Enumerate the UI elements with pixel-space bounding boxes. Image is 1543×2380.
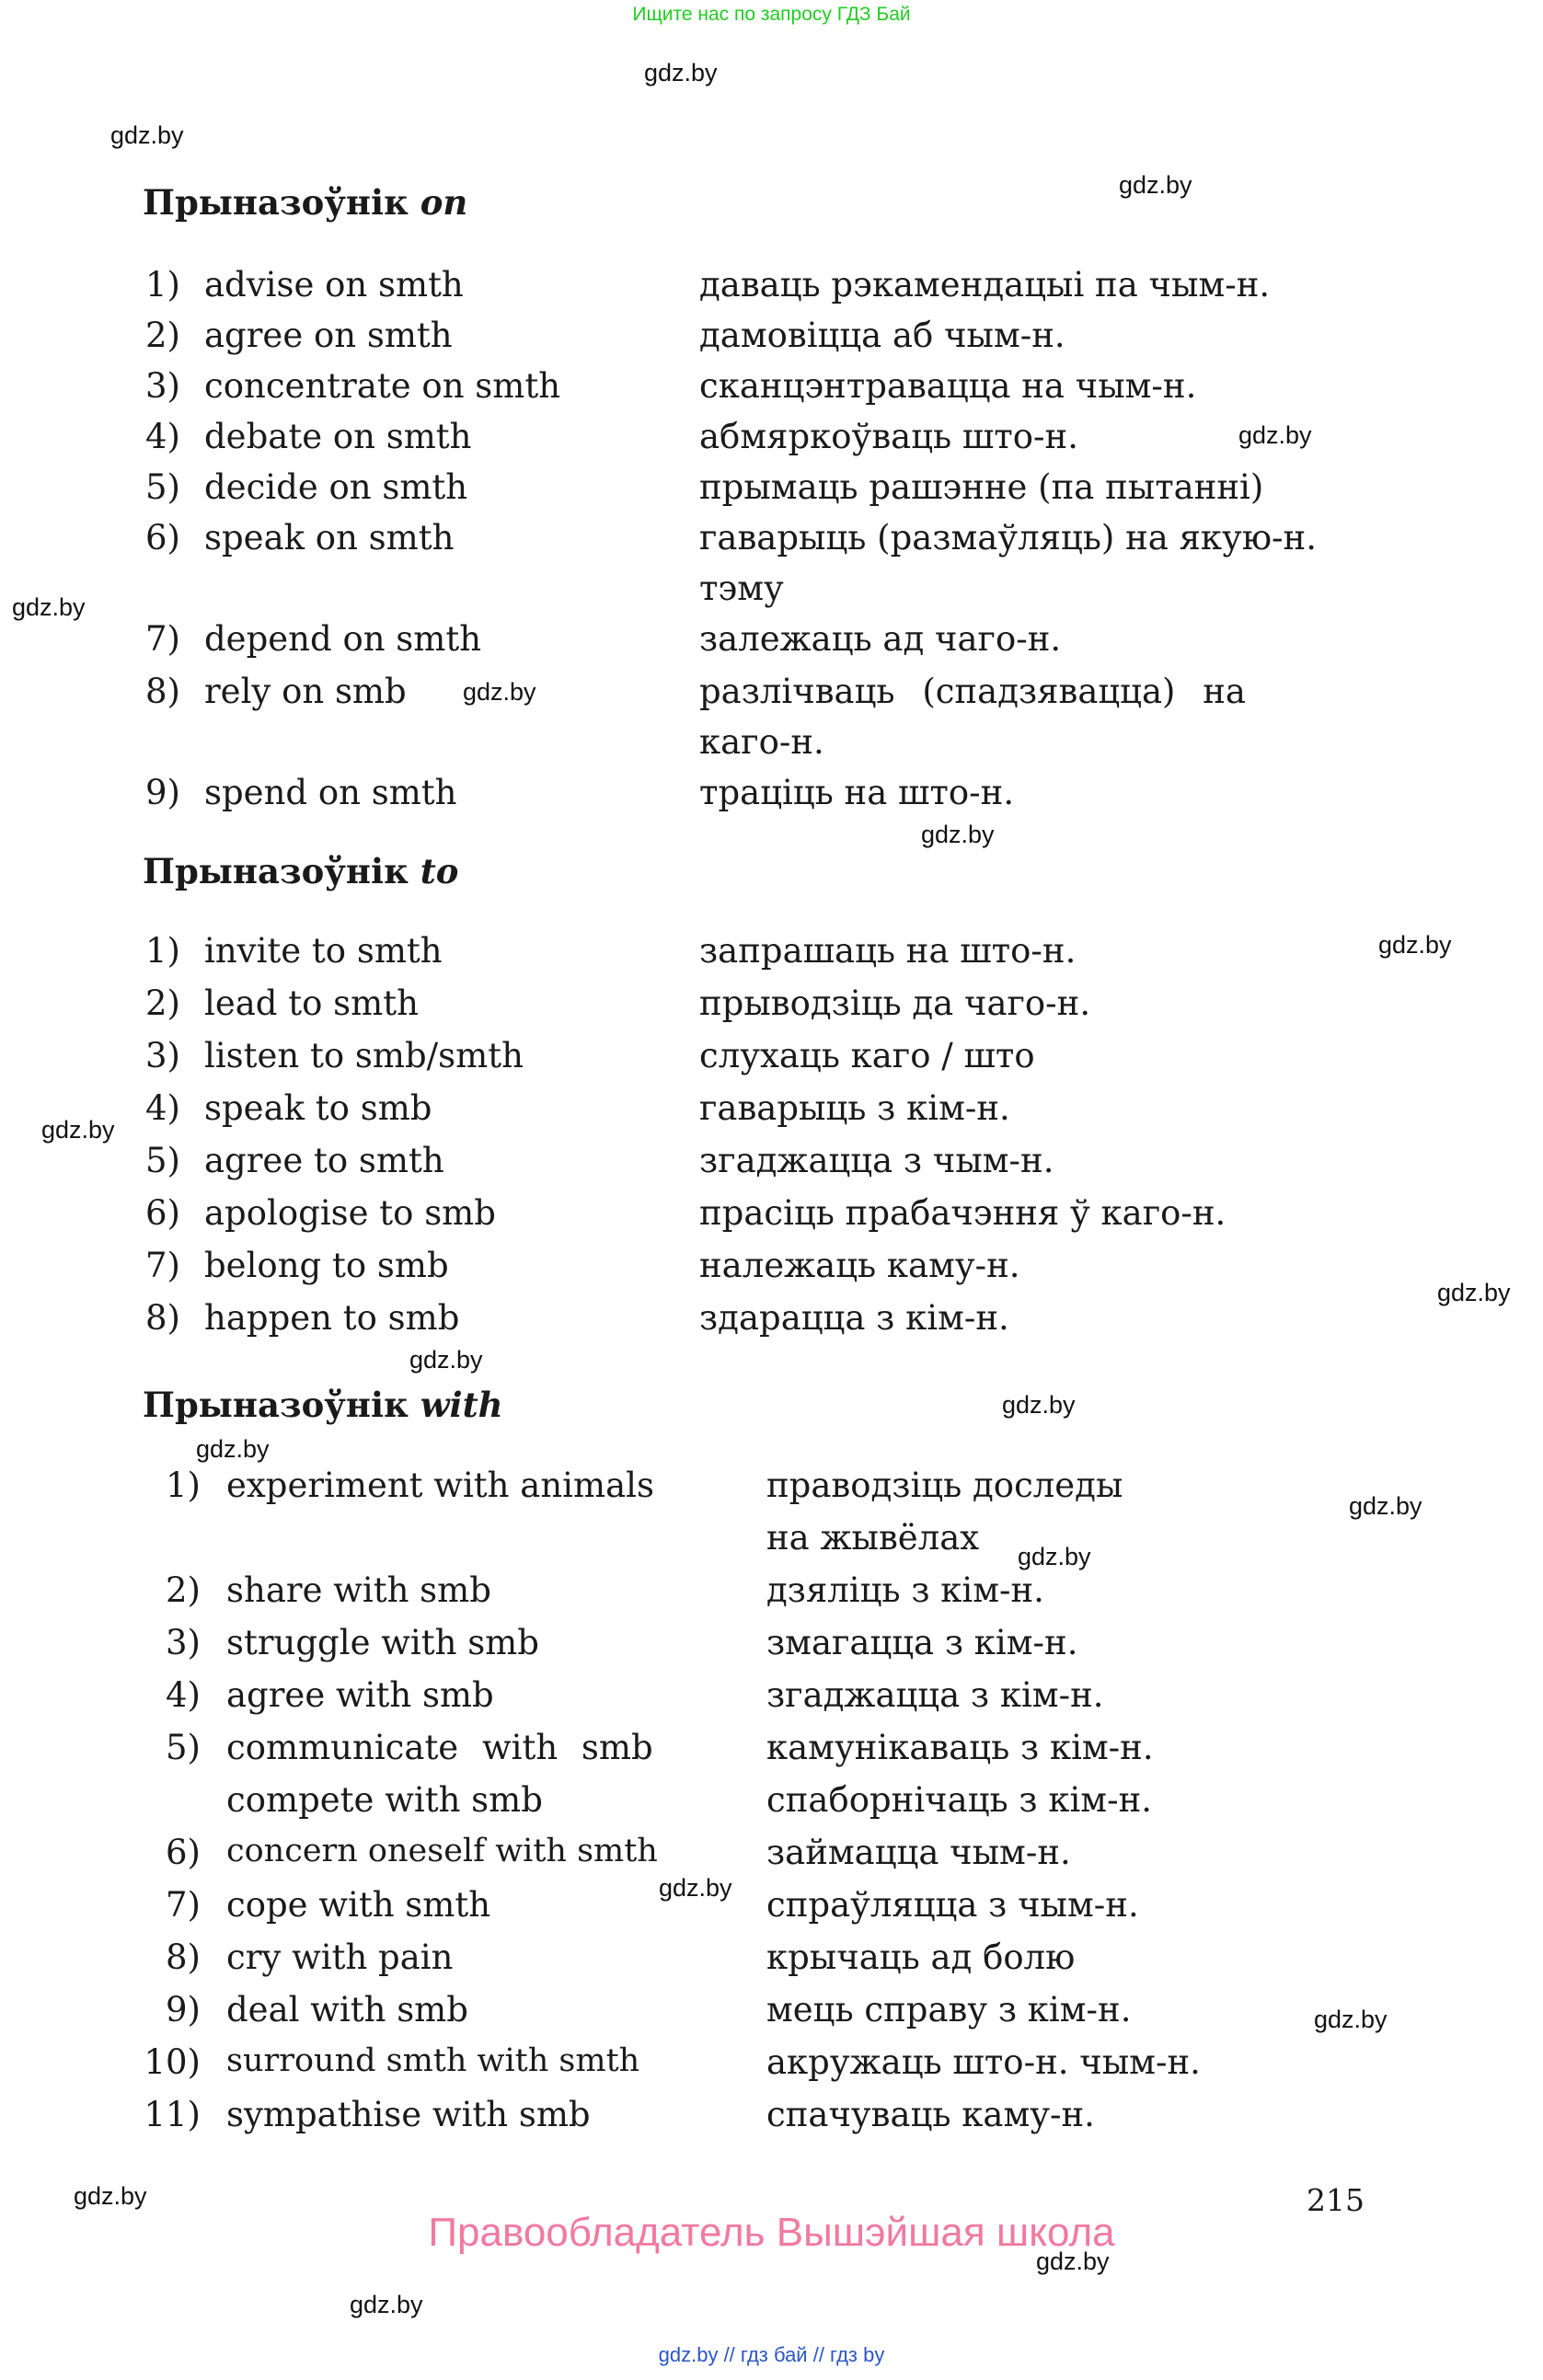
watermark: gdz.by [1349,1492,1422,1520]
watermark: gdz.by [1314,2006,1388,2033]
watermark: gdz.by [74,2182,147,2210]
translation: згаджацца з кім-н. [766,1675,1104,1715]
page-number: 215 [1307,2182,1365,2218]
translation: прымаць рашэнне (па пытанні) [699,467,1264,507]
watermark: gdz.by [659,1874,732,1902]
translation: запрашаць на што-н. [699,931,1077,971]
watermark: gdz.by [463,678,536,706]
english-phrase: speak to smb [204,1088,432,1128]
english-phrase: agree to smth [204,1141,444,1180]
english-phrase: communicate with smb [226,1728,653,1767]
english-phrase: surround smth with smth [226,2042,640,2079]
item-number: 4) [166,1675,201,1715]
section-heading-on [143,182,467,223]
translation: належаць каму-н. [699,1246,1020,1285]
item-number: 2) [166,1570,201,1610]
translation: даваць рэкамендацыі па чым-н. [699,265,1271,305]
footer-links[interactable]: gdz.by // гдз бай // гдз by [658,2343,885,2366]
translation: гаварыць з кім-н. [699,1088,1010,1128]
item-number: 2) [145,316,180,355]
section-title-preposition: with [420,1385,503,1425]
translation: разлічваць (спадзявацца) на [699,672,1246,711]
watermark: gdz.by [1437,1279,1511,1306]
english-phrase: listen to smb/smth [204,1036,524,1075]
english-phrase: spend on smth [204,773,457,812]
english-phrase: sympathise with smb [226,2095,591,2134]
translation: дзяліць з кім-н. [766,1570,1044,1610]
translation: гаварыць (размаўляць) на якую-н. [699,518,1317,558]
english-phrase: rely on smb [204,672,407,711]
item-number: 3) [166,1623,201,1662]
translation: сканцэнтравацца на чым-н. [699,366,1197,406]
translation: мець справу з кім-н. [766,1990,1132,2029]
translation-continuation: каго-н. [699,722,824,762]
item-number: 9) [145,773,180,812]
english-phrase: depend on smth [204,619,482,659]
section-title-prefix: Прыназоўнік [143,1385,409,1425]
item-number: 11) [144,2095,201,2134]
top-banner: Ищите нас по запросу ГДЗ Бай [632,4,911,25]
item-number: 5) [145,467,180,507]
watermark: gdz.by [110,121,184,149]
item-number: 7) [145,619,180,659]
watermark: gdz.by [350,2291,423,2318]
translation: абмяркоўваць што-н. [699,417,1078,456]
section-title-preposition: on [420,182,468,223]
copyright-notice: Правообладатель Вышэйшая школа [428,2210,1115,2255]
item-number: 1) [145,265,180,305]
item-number: 10) [144,2042,201,2082]
english-phrase: debate on smth [204,417,472,456]
watermark: gdz.by [41,1116,115,1144]
english-phrase: apologise to smb [204,1193,496,1233]
watermark: gdz.by [1036,2248,1110,2275]
item-number: 8) [166,1937,201,1977]
english-phrase: cry with pain [226,1937,454,1977]
item-number: 9) [166,1990,201,2029]
english-phrase: concentrate on smth [204,366,561,406]
item-number: 6) [145,518,180,558]
translation: займацца чым-н. [766,1833,1071,1872]
english-phrase: happen to smb [204,1298,460,1338]
english-phrase: concern oneself with smth [226,1833,658,1869]
item-number: 6) [145,1193,180,1233]
translation: здарацца з кім-н. [699,1298,1009,1338]
watermark: gdz.by [921,821,995,848]
english-phrase: lead to smth [204,983,419,1023]
item-number: 4) [145,1088,180,1128]
item-number: 1) [166,1466,201,1505]
watermark: gdz.by [1378,931,1452,959]
item-number: 2) [145,983,180,1023]
translation: камунікаваць з кім-н. [766,1728,1154,1767]
translation: слухаць каго / што [699,1036,1035,1075]
english-phrase: belong to smb [204,1246,449,1285]
item-number: 7) [166,1885,201,1925]
section-heading-with [143,1385,503,1425]
watermark: gdz.by [409,1346,483,1374]
english-phrase: speak on smth [204,518,455,558]
english-phrase: decide on smth [204,467,468,507]
section-title-prefix: Прыназоўнік [143,851,409,891]
translation-continuation: тэму [699,569,784,608]
english-phrase: compete with smb [226,1780,543,1820]
watermark: gdz.by [1238,421,1312,449]
translation: дамовіцца аб чым-н. [699,316,1065,355]
section-title-preposition: to [420,851,459,891]
english-phrase: cope with smth [226,1885,491,1925]
translation: акружаць што-н. чым-н. [766,2042,1201,2082]
watermark: gdz.by [644,59,718,86]
item-number: 4) [145,417,180,456]
section-heading-to [143,851,458,891]
english-phrase: agree with smb [226,1675,494,1715]
item-number: 7) [145,1246,180,1285]
item-number: 1) [145,931,180,971]
item-number: 5) [166,1728,201,1767]
watermark: gdz.by [1018,1543,1091,1570]
translation: змагацца з кім-н. [766,1623,1078,1662]
translation: праводзіць доследы [766,1466,1123,1505]
english-phrase: agree on smth [204,316,453,355]
english-phrase: invite to smth [204,931,443,971]
item-number: 5) [145,1141,180,1180]
translation: траціць на што-н. [699,773,1015,812]
translation: згаджацца з чым-н. [699,1141,1054,1180]
item-number: 8) [145,1298,180,1338]
translation: спраўляцца з чым-н. [766,1885,1139,1925]
translation: прасіць прабачэння ў каго-н. [699,1193,1226,1233]
item-number: 3) [145,1036,180,1075]
item-number: 3) [145,366,180,406]
watermark: gdz.by [1119,171,1192,199]
translation-continuation: на жывёлах [766,1518,980,1558]
english-phrase: advise on smth [204,265,464,305]
translation: прыводзіць да чаго-н. [699,983,1091,1023]
translation: залежаць ад чаго-н. [699,619,1062,659]
watermark: gdz.by [12,593,86,621]
watermark: gdz.by [196,1435,270,1463]
translation: крычаць ад болю [766,1937,1076,1977]
section-title-prefix: Прыназоўнік [143,182,409,223]
english-phrase: share with smb [226,1570,491,1610]
english-phrase: struggle with smb [226,1623,539,1662]
item-number: 6) [166,1833,201,1872]
english-phrase: deal with smb [226,1990,468,2029]
item-number: 8) [145,672,180,711]
translation: спачуваць каму-н. [766,2095,1095,2134]
translation: спаборнічаць з кім-н. [766,1780,1152,1820]
english-phrase: experiment with animals [226,1466,654,1505]
watermark: gdz.by [1002,1391,1076,1419]
